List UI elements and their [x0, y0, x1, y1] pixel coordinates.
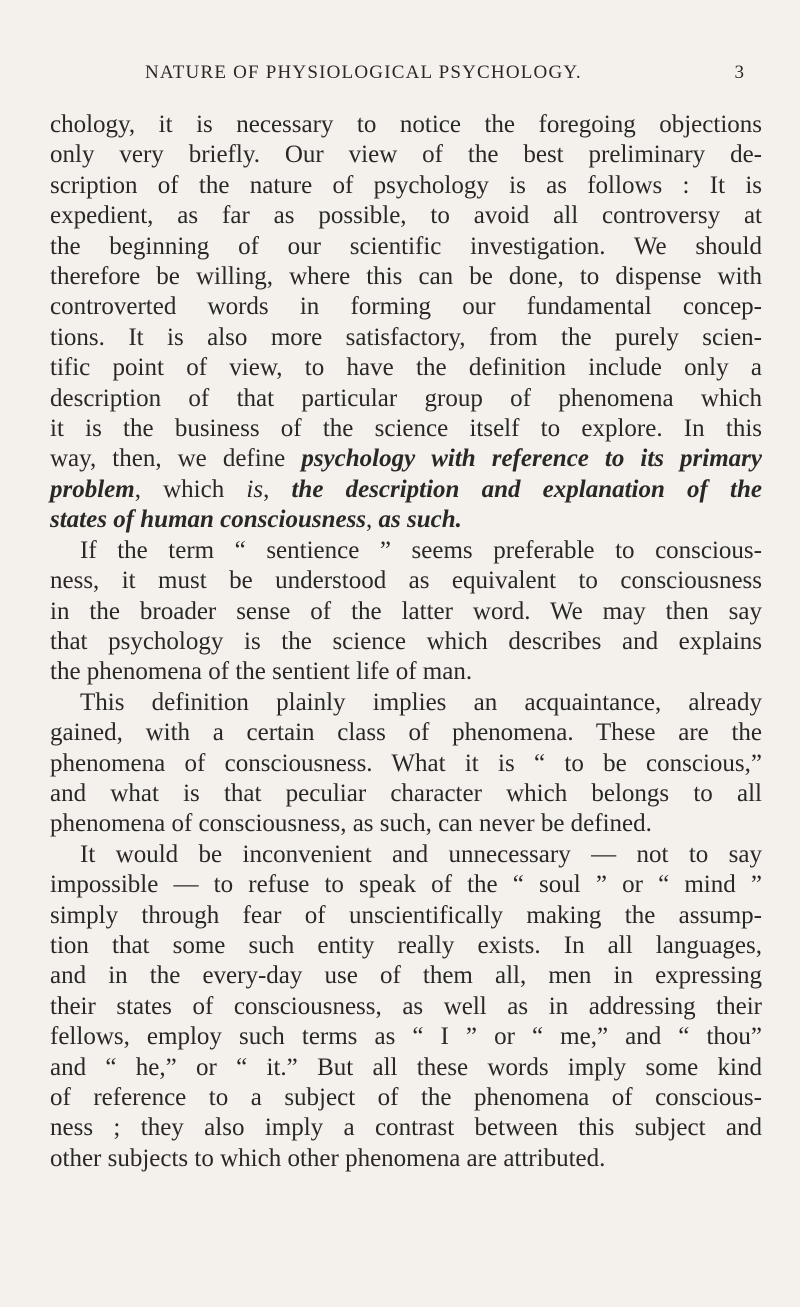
text-line	[50, 444, 762, 474]
emphasis-text: problem	[50, 475, 135, 503]
text-line: impossible — to refuse to speak of the “ soul ” or “ mind ”	[50, 871, 762, 899]
text-line	[50, 475, 762, 505]
text-line: gained, with a certain class of phenomena. These are the	[50, 719, 762, 747]
text-line: expedient, as far as possible, to avoid all controversy at	[50, 202, 762, 230]
text-line: If the term “ sentience ” seems preferable to conscious-	[80, 536, 762, 564]
text-line: It would be inconvenient and unnecessary — not to say	[80, 840, 762, 868]
text-run: , which	[134, 475, 247, 503]
text-line: their states of consciousness, as well as in addressing their	[50, 992, 762, 1020]
body-text	[50, 110, 762, 1174]
text-run: ,	[366, 506, 379, 534]
text-line: ness, it must be understood as equivalent to consciousness	[50, 567, 762, 595]
text-line: the phenomena of the sentient life of man.	[50, 658, 473, 686]
running-head	[0, 62, 800, 92]
text-line: of reference to a subject of the phenomena of conscious-	[50, 1084, 762, 1111]
emphasis-text: states of human consciousness	[50, 506, 367, 534]
italic-text: is	[246, 475, 264, 503]
text-line: and what is that peculiar character which belongs to all	[50, 779, 762, 807]
text-line: that psychology is the science which describes and explains	[50, 627, 762, 655]
text-line: tions. It is also more satisfactory, from the purely scien-	[50, 323, 762, 351]
text-line: the beginning of our scientific investigation. We should	[50, 232, 762, 260]
text-line	[50, 505, 762, 535]
text-line: simply through fear of unscientifically making the assump-	[50, 901, 762, 929]
text-line: ness ; they also imply a contrast between this subject and	[50, 1114, 762, 1142]
text-line: only very briefly. Our view of the best preliminary de-	[50, 141, 762, 169]
emphasis-text: as such.	[378, 506, 462, 534]
text-run: way, then, we define	[50, 445, 302, 473]
text-line: chology, it is necessary to notice the foregoing objections	[50, 111, 762, 138]
text-line: controverted words in forming our fundamental concep-	[50, 293, 762, 321]
text-line: in the broader sense of the latter word. We may then say	[50, 597, 762, 625]
emphasis-text: the description and explanation of the	[291, 475, 762, 503]
page-number: 3	[734, 62, 744, 83]
text-line: tion that some such entity really exists. In all languages,	[50, 931, 762, 959]
text-line: phenomena of consciousness. What it is “ to be conscious,”	[50, 749, 762, 777]
text-line: fellows, employ such terms as “ I ” or “ me,” and “ thou”	[50, 1023, 762, 1051]
text-line: description of that particular group of phenomena which	[50, 384, 762, 412]
text-line: This definition plainly implies an acquaintance, already	[80, 688, 762, 716]
text-line: tific point of view, to have the definition include only a	[50, 354, 762, 382]
text-line: and in the every-day use of them all, men in expressing	[50, 962, 762, 990]
emphasis-text: psychology with reference to its primary	[301, 445, 762, 473]
text-run: ,	[263, 475, 292, 503]
text-line: scription of the nature of psychology is as follows : It is	[50, 171, 762, 199]
text-line: therefore be willing, where this can be done, to dispense with	[50, 263, 762, 291]
text-line: phenomena of consciousness, as such, can never be defined.	[50, 810, 652, 838]
text-line: it is the business of the science itself to explore. In this	[50, 415, 762, 443]
text-line: and “ he,” or “ it.” But all these words imply some kind	[50, 1053, 762, 1081]
text-line: other subjects to which other phenomena are attributed.	[50, 1144, 606, 1172]
running-title: NATURE OF PHYSIOLOGICAL PSYCHOLOGY.	[145, 62, 582, 83]
